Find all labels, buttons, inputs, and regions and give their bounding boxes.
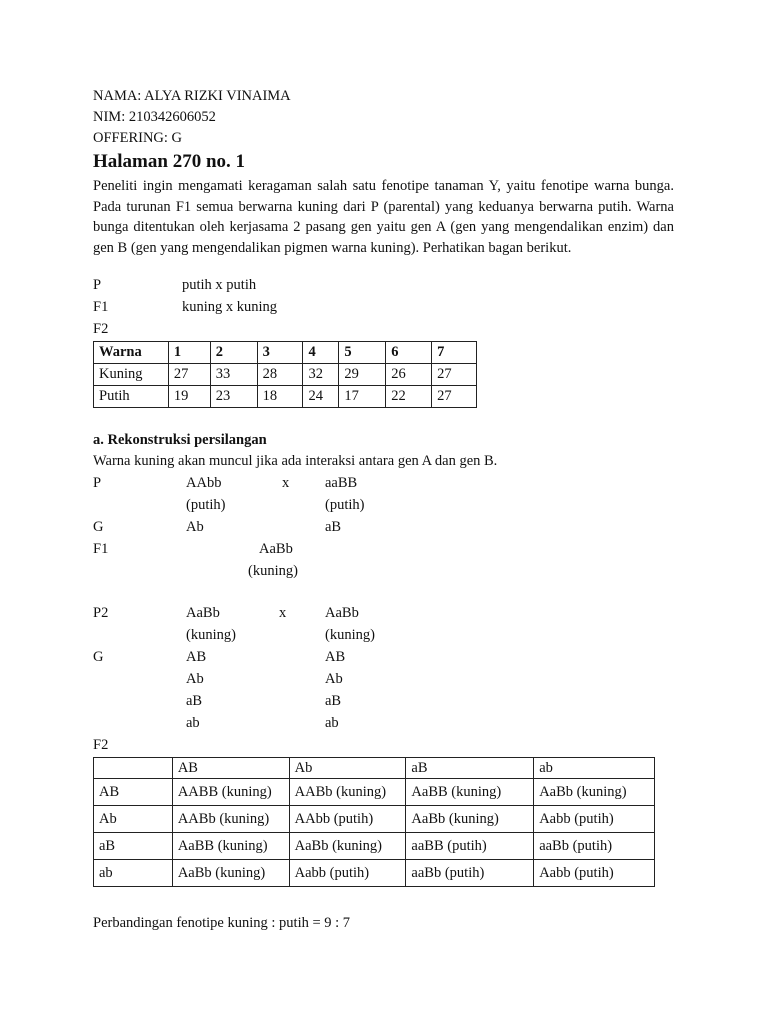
- punnett-cell: AaBb (kuning): [289, 833, 406, 860]
- punnett-row-label: Ab: [94, 806, 173, 833]
- cross1-gamete1: Ab: [186, 519, 204, 535]
- warna-table-cell: 33: [210, 364, 257, 386]
- cross2-gamete2: Ab: [325, 671, 343, 687]
- conclusion: Perbandingan fenotipe kuning : putih = 9 : 7: [93, 915, 351, 931]
- cross2-parent2: AaBb: [325, 605, 359, 621]
- warna-table-row: [94, 386, 477, 408]
- cross1-cross-sign: x: [282, 475, 290, 491]
- warna-table-cell: 22: [386, 386, 432, 408]
- cross2-gamete1: aB: [186, 693, 203, 709]
- cross1-f1-phenotype: (kuning): [248, 563, 298, 579]
- punnett-cell: AaBb (kuning): [534, 779, 655, 806]
- warna-table-header-cell: Warna: [94, 342, 169, 364]
- warna-table-header-cell: 5: [339, 342, 386, 364]
- student-nim: NIM: 210342606052: [93, 109, 216, 125]
- cross1-parent1-phenotype: (putih): [186, 497, 226, 513]
- warna-table-cell: 18: [257, 386, 303, 408]
- cross1-p-label: P: [93, 475, 102, 491]
- cross2-parent1: AaBb: [186, 605, 220, 621]
- warna-table: [93, 341, 477, 408]
- punnett-cell: AaBB (kuning): [406, 779, 534, 806]
- page-title: Halaman 270 no. 1: [93, 151, 246, 172]
- punnett-cell: aaBb (putih): [406, 860, 534, 887]
- warna-table-header-row: [94, 342, 477, 364]
- cross1-parent2: aaBB: [325, 475, 358, 491]
- punnett-row: [94, 806, 655, 833]
- warna-table-header-cell: 2: [210, 342, 257, 364]
- punnett-cell: Aabb (putih): [534, 860, 655, 887]
- intro-paragraph: Peneliti ingin mengamati keragaman salah satu fenotipe tanaman Y, yaitu fenotipe warna bunga. Pada turunan F1 semua berwarna kuning dari P (parental) yang keduanya berwarna putih. Warna bunga ditentukan oleh kerjasama 2 pasang gen yaitu gen A (gen yang mengendalikan enzim) dan gen B (gen yang mengendalikan pigmen warna kuning). Perhatikan bagan berikut.: [93, 178, 674, 256]
- warna-table-cell: 27: [168, 364, 210, 386]
- cross1-gamete2: aB: [325, 519, 342, 535]
- cross2-g-label: G: [93, 649, 104, 665]
- warna-table-row-label: Kuning: [94, 364, 169, 386]
- cross2-gamete2: ab: [325, 715, 339, 731]
- warna-table-row-label: Putih: [94, 386, 169, 408]
- section-a-heading: a. Rekonstruksi persilangan: [93, 432, 267, 448]
- cross2-gamete2: AB: [325, 649, 346, 665]
- warna-table-cell: 26: [386, 364, 432, 386]
- warna-table-cell: 29: [339, 364, 386, 386]
- punnett-header-cell: ab: [534, 758, 655, 779]
- warna-table-cell: 23: [210, 386, 257, 408]
- punnett-cell: AaBb (kuning): [172, 860, 289, 887]
- punnett-cell: AABb (kuning): [289, 779, 406, 806]
- punnett-cell: AAbb (putih): [289, 806, 406, 833]
- warna-table-cell: 28: [257, 364, 303, 386]
- scheme-f2-label: F2: [93, 321, 109, 337]
- warna-table-header-cell: 6: [386, 342, 432, 364]
- cross2-gamete1: Ab: [186, 671, 204, 687]
- punnett-header-cell: [94, 758, 173, 779]
- punnett-row: [94, 833, 655, 860]
- cross2-p-label: P2: [93, 605, 109, 621]
- punnett-header-cell: aB: [406, 758, 534, 779]
- cross1-parent2-phenotype: (putih): [325, 497, 365, 513]
- punnett-cell: aaBB (putih): [406, 833, 534, 860]
- warna-table-header-cell: 4: [303, 342, 339, 364]
- cross1-f1-label: F1: [93, 541, 109, 557]
- punnett-row: [94, 779, 655, 806]
- punnett-row: [94, 860, 655, 887]
- warna-table-cell: 32: [303, 364, 339, 386]
- warna-table-cell: 24: [303, 386, 339, 408]
- cross2-gamete1: ab: [186, 715, 200, 731]
- warna-table-row: [94, 364, 477, 386]
- punnett-row-label: aB: [94, 833, 173, 860]
- punnett-header-cell: AB: [172, 758, 289, 779]
- cross2-parent2-phenotype: (kuning): [325, 627, 375, 643]
- cross2-gamete2: aB: [325, 693, 342, 709]
- offering: OFFERING: G: [93, 130, 183, 146]
- student-name: NAMA: ALYA RIZKI VINAIMA: [93, 88, 291, 104]
- scheme-p-value: putih x putih: [182, 277, 257, 293]
- scheme-p-label: P: [93, 277, 102, 293]
- cross1-g-label: G: [93, 519, 104, 535]
- warna-table-header-cell: 1: [168, 342, 210, 364]
- cross2-parent1-phenotype: (kuning): [186, 627, 236, 643]
- punnett-header-cell: Ab: [289, 758, 406, 779]
- scheme-f1-value: kuning x kuning: [182, 299, 278, 315]
- cross2-cross-sign: x: [279, 605, 287, 621]
- punnett-cell: aaBb (putih): [534, 833, 655, 860]
- warna-table-cell: 19: [168, 386, 210, 408]
- punnett-square: [93, 757, 655, 887]
- section-a-statement: Warna kuning akan muncul jika ada interaksi antara gen A dan gen B.: [93, 453, 498, 469]
- warna-table-cell: 27: [432, 364, 477, 386]
- punnett-cell: Aabb (putih): [534, 806, 655, 833]
- warna-table-header-cell: 3: [257, 342, 303, 364]
- punnett-cell: AABb (kuning): [172, 806, 289, 833]
- scheme-f1-label: F1: [93, 299, 109, 315]
- punnett-cell: AABB (kuning): [172, 779, 289, 806]
- warna-table-cell: 27: [432, 386, 477, 408]
- cross2-gamete1: AB: [186, 649, 207, 665]
- punnett-cell: AaBB (kuning): [172, 833, 289, 860]
- cross1-f1-genotype: AaBb: [259, 541, 293, 557]
- punnett-row-label: AB: [94, 779, 173, 806]
- warna-table-cell: 17: [339, 386, 386, 408]
- warna-table-header-cell: 7: [432, 342, 477, 364]
- punnett-cell: AaBb (kuning): [406, 806, 534, 833]
- punnett-cell: Aabb (putih): [289, 860, 406, 887]
- punnett-row-label: ab: [94, 860, 173, 887]
- cross1-parent1: AAbb: [186, 475, 222, 491]
- cross2-f2-label: F2: [93, 737, 109, 753]
- punnett-header-row: [94, 758, 655, 779]
